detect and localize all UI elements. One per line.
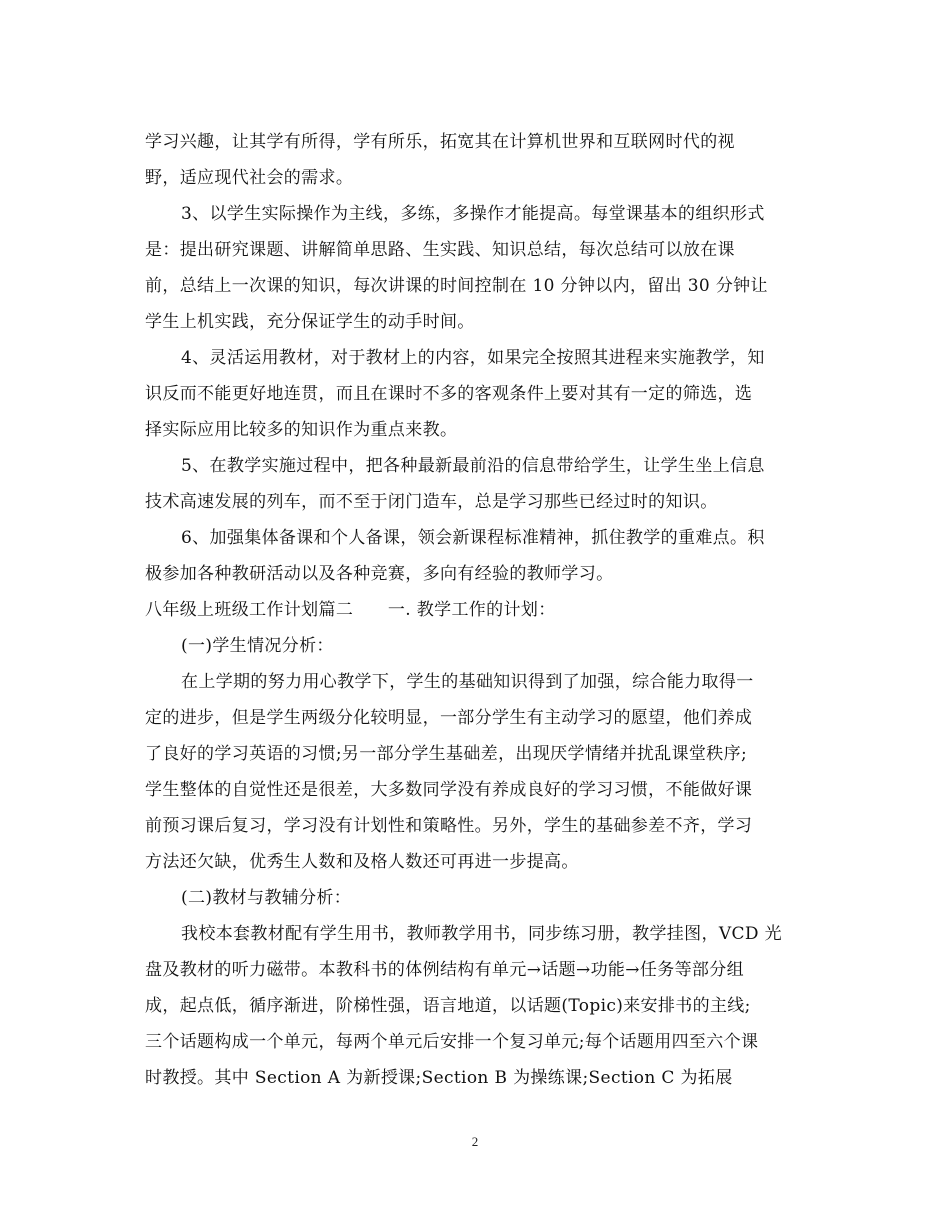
- subsection-heading: (一)学生情况分析：: [181, 636, 334, 656]
- paragraph-line: 前，总结上一次课的知识，每次讲课的时间控制在 10 分钟以内，留出 30 分钟让: [145, 276, 768, 296]
- subsection-heading: (二)教材与教辅分析：: [181, 888, 352, 908]
- paragraph-line: 学生上机实践，充分保证学生的动手时间。: [145, 312, 475, 332]
- paragraph-line: 野，适应现代社会的需求。: [145, 168, 354, 188]
- paragraph-line: 方法还欠缺，优秀生人数和及格人数还可再进一步提高。: [145, 852, 579, 872]
- paragraph-line: 学生整体的自觉性还是很差，大多数同学没有养成良好的学习习惯，不能做好课: [145, 780, 753, 800]
- paragraph-line: 学习兴趣，让其学有所得，学有所乐，拓宽其在计算机世界和互联网时代的视: [145, 132, 735, 152]
- paragraph-line: 了良好的学习英语的习惯;另一部分学生基础差，出现厌学情绪并扰乱课堂秩序;: [145, 744, 748, 764]
- paragraph-line: 前预习课后复习，学习没有计划性和策略性。另外，学生的基础参差不齐，学习: [145, 816, 753, 836]
- paragraph-line: 三个话题构成一个单元，每两个单元后安排一个复习单元;每个话题用四至六个课: [145, 1032, 759, 1052]
- section-heading: 八年级上班级工作计划篇二 一. 教学工作的计划：: [145, 600, 556, 620]
- paragraph-line: 我校本套教材配有学生用书，教师教学用书，同步练习册，教学挂图，VCD 光: [181, 924, 782, 944]
- page-number: 2: [471, 1134, 479, 1149]
- paragraph-line: 是：提出研究课题、讲解简单思路、生实践、知识总结，每次总结可以放在课: [145, 240, 735, 260]
- paragraph-line: 4、灵活运用教材，对于教材上的内容，如果完全按照其进程来实施教学，知: [181, 348, 765, 368]
- paragraph-line: 6、加强集体备课和个人备课，领会新课程标准精神，抓住教学的重难点。积: [181, 528, 765, 548]
- paragraph-line: 时教授。其中 Section A 为新授课;Section B 为操练课;Section C 为拓展: [145, 1068, 733, 1088]
- paragraph-line: 在上学期的努力用心教学下，学生的基础知识得到了加强，综合能力取得一: [181, 672, 754, 692]
- paragraph-line: 识反而不能更好地连贯，而且在课时不多的客观条件上要对其有一定的筛选，选: [145, 384, 753, 404]
- paragraph-line: 定的进步，但是学生两级分化较明显，一部分学生有主动学习的愿望，他们养成: [145, 708, 753, 728]
- paragraph-line: 技术高速发展的列车，而不至于闭门造车，总是学习那些已经过时的知识。: [145, 492, 718, 512]
- paragraph-line: 盘及教材的听力磁带。本教科书的体例结构有单元→话题→功能→任务等部分组: [145, 960, 744, 980]
- paragraph-line: 极参加各种教研活动以及各种竞赛，多向有经验的教师学习。: [145, 564, 614, 584]
- paragraph-line: 3、以学生实际操作为主线，多练，多操作才能提高。每堂课基本的组织形式: [181, 204, 765, 224]
- paragraph-line: 5、在教学实施过程中，把各种最新最前沿的信息带给学生，让学生坐上信息: [181, 456, 765, 476]
- document-body: [145, 124, 805, 1096]
- paragraph-line: 择实际应用比较多的知识作为重点来教。: [145, 420, 458, 440]
- paragraph-line: 成，起点低，循序渐进，阶梯性强，语言地道，以话题(Topic)来安排书的主线;: [145, 996, 751, 1016]
